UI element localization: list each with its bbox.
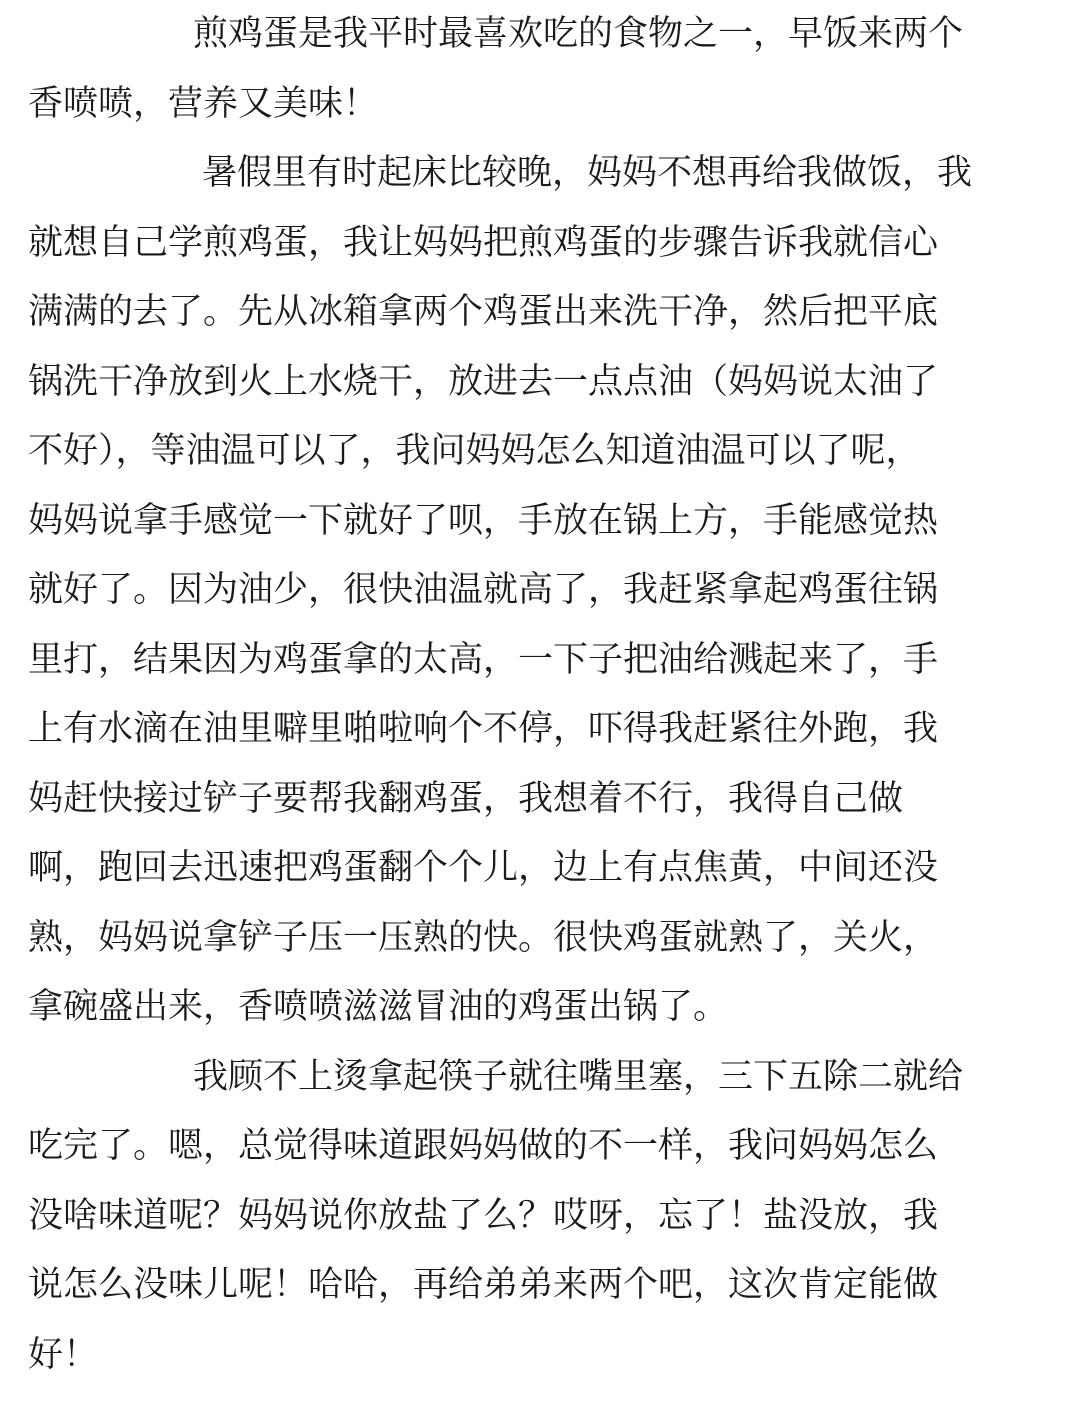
- text-line: 啊，跑回去迅速把鸡蛋翻个个儿，边上有点焦黄，中间还没: [28, 848, 939, 888]
- text-line: 我顾不上烫拿起筷子就往嘴里塞，三下五除二就给: [193, 1056, 964, 1097]
- paragraph-1: [28, 0, 1050, 139]
- text-line: 上有水滴在油里噼里啪啦响个不停，吓得我赶紧往外跑，我: [28, 709, 939, 749]
- text-line: 里打，结果因为鸡蛋拿的太高，一下子把油给溅起来了，手: [28, 639, 939, 680]
- text-line: 不好），等油温可以了，我问妈妈怎么知道油温可以了呢，: [28, 431, 921, 471]
- text-line: 没啥味道呢？妈妈说你放盐了么？哎呀，忘了！盐没放，我: [28, 1195, 939, 1236]
- text-line: 妈妈说拿手感觉一下就好了呗，手放在锅上方，手能感觉热: [28, 500, 939, 541]
- paragraph-2: [28, 139, 1050, 1043]
- text-line: 就好了。因为油少，很快油温就高了，我赶紧拿起鸡蛋往锅: [28, 570, 939, 610]
- text-line: 煎鸡蛋是我平时最喜欢吃的食物之一，早饭来两个: [193, 14, 964, 54]
- text-line: 好！: [28, 1334, 99, 1375]
- text-line: 吃完了。嗯，总觉得味道跟妈妈做的不一样，我问妈妈怎么: [28, 1126, 939, 1166]
- text-line: 就想自己学煎鸡蛋，我让妈妈把煎鸡蛋的步骤告诉我就信心: [28, 222, 939, 263]
- text-line: 说怎么没味儿呢！哈哈，再给弟弟来两个吧，这次肯定能做: [28, 1265, 939, 1305]
- paragraph-3: [28, 1043, 1050, 1391]
- text-line: 熟，妈妈说拿铲子压一压熟的快。很快鸡蛋就熟了，关火，: [28, 917, 939, 958]
- text-line: 妈赶快接过铲子要帮我翻鸡蛋，我想着不行，我得自己做: [28, 778, 904, 819]
- text-line: 香喷喷，营养又美味！: [28, 83, 379, 124]
- text-line: 暑假里有时起床比较晚，妈妈不想再给我做饭，我: [202, 153, 973, 193]
- text-line: 锅洗干净放到火上水烧干，放进去一点点油（妈妈说太油了: [28, 361, 939, 402]
- text-line: 拿碗盛出来，香喷喷滋滋冒油的鸡蛋出锅了。: [28, 987, 729, 1027]
- text-line: 满满的去了。先从冰箱拿两个鸡蛋出来洗干净，然后把平底: [28, 292, 939, 332]
